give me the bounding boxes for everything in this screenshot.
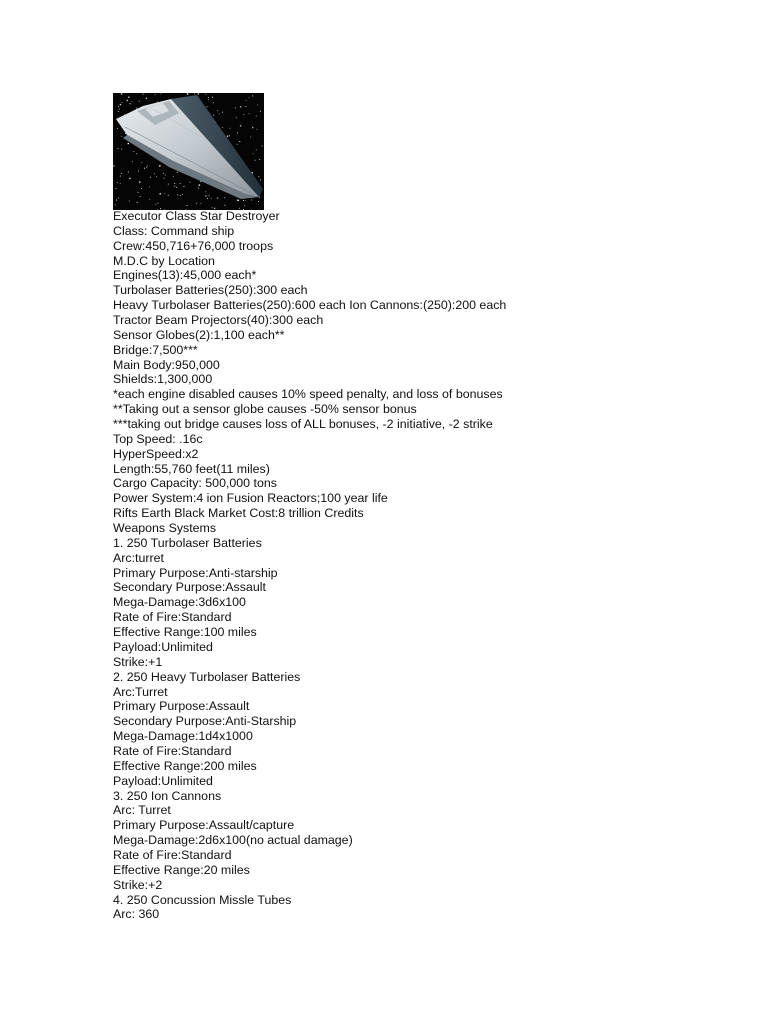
text-line: Rifts Earth Black Market Cost:8 trillion Credits — [113, 506, 364, 521]
text-line: Secondary Purpose:Anti-Starship — [113, 714, 297, 729]
text-line: Effective Range:100 miles — [113, 625, 257, 640]
text-line: Effective Range:200 miles — [113, 758, 257, 773]
text-line: Primary Purpose:Anti-starship — [113, 565, 278, 580]
text-line: Rate of Fire:Standard — [113, 743, 232, 758]
star-destroyer-picture-icon — [113, 93, 264, 210]
text-line: Rate of Fire:Standard — [113, 610, 232, 625]
text-line: Payload:Unlimited — [113, 773, 213, 788]
text-line: Primary Purpose:Assault/capture — [113, 818, 295, 833]
star-destroyer-image — [113, 93, 264, 210]
text-line: Arc: Turret — [113, 803, 171, 818]
text-line: Strike:+2 — [113, 877, 163, 892]
text-line: Secondary Purpose:Assault — [113, 580, 266, 595]
text-line: Top Speed: .16c — [113, 431, 203, 446]
text-line: Executor Class Star Destroyer — [113, 209, 280, 223]
text-line: Heavy Turbolaser Batteries(250):600 each Ion Cannons:(250):200 each — [113, 298, 507, 313]
text-line: ***taking out bridge causes loss of ALL bonuses, -2 initiative, -2 strike — [113, 417, 493, 432]
text-line: **Taking out a sensor globe causes -50% sensor bonus — [113, 402, 417, 417]
text-line: Payload:Unlimited — [113, 639, 213, 654]
text-line: Engines(13):45,000 each* — [113, 268, 257, 283]
text-line: Effective Range:20 miles — [113, 862, 250, 877]
text-line: Strike:+1 — [113, 654, 163, 669]
text-line: 2. 250 Heavy Turbolaser Batteries — [113, 669, 301, 684]
text-line: Sensor Globes(2):1,100 each** — [113, 327, 285, 342]
ship-stats-text — [113, 209, 713, 922]
text-line: M.D.C by Location — [113, 253, 215, 268]
text-line: Primary Purpose:Assault — [113, 699, 250, 714]
text-line: Turbolaser Batteries(250):300 each — [113, 283, 308, 298]
text-line: HyperSpeed:x2 — [113, 446, 199, 461]
text-line: *each engine disabled causes 10% speed penalty, and loss of bonuses — [113, 387, 503, 402]
text-line: Mega-Damage:1d4x1000 — [113, 729, 253, 744]
text-line: Power System:4 ion Fusion Reactors;100 year life — [113, 491, 388, 506]
text-line: Class: Command ship — [113, 223, 235, 238]
text-line: Mega-Damage:2d6x100(no actual damage) — [113, 833, 353, 848]
text-line: Weapons Systems — [113, 521, 217, 536]
text-line: Shields:1,300,000 — [113, 372, 213, 387]
text-line: 1. 250 Turbolaser Batteries — [113, 535, 262, 550]
text-line: Length:55,760 feet(11 miles) — [113, 461, 270, 476]
text-line: 3. 250 Ion Cannons — [113, 788, 222, 803]
text-line: Mega-Damage:3d6x100 — [113, 595, 246, 610]
text-line: Tractor Beam Projectors(40):300 each — [113, 313, 324, 328]
text-line: Arc: 360 — [113, 907, 160, 922]
text-line: Cargo Capacity: 500,000 tons — [113, 476, 277, 491]
text-line: Arc:Turret — [113, 684, 168, 699]
text-line: 4. 250 Concussion Missle Tubes — [113, 892, 292, 907]
text-line: Main Body:950,000 — [113, 357, 220, 372]
text-line: Crew:450,716+76,000 troops — [113, 238, 274, 253]
text-line: Rate of Fire:Standard — [113, 847, 232, 862]
text-line: Arc:turret — [113, 550, 164, 565]
text-line: Bridge:7,500*** — [113, 342, 198, 357]
